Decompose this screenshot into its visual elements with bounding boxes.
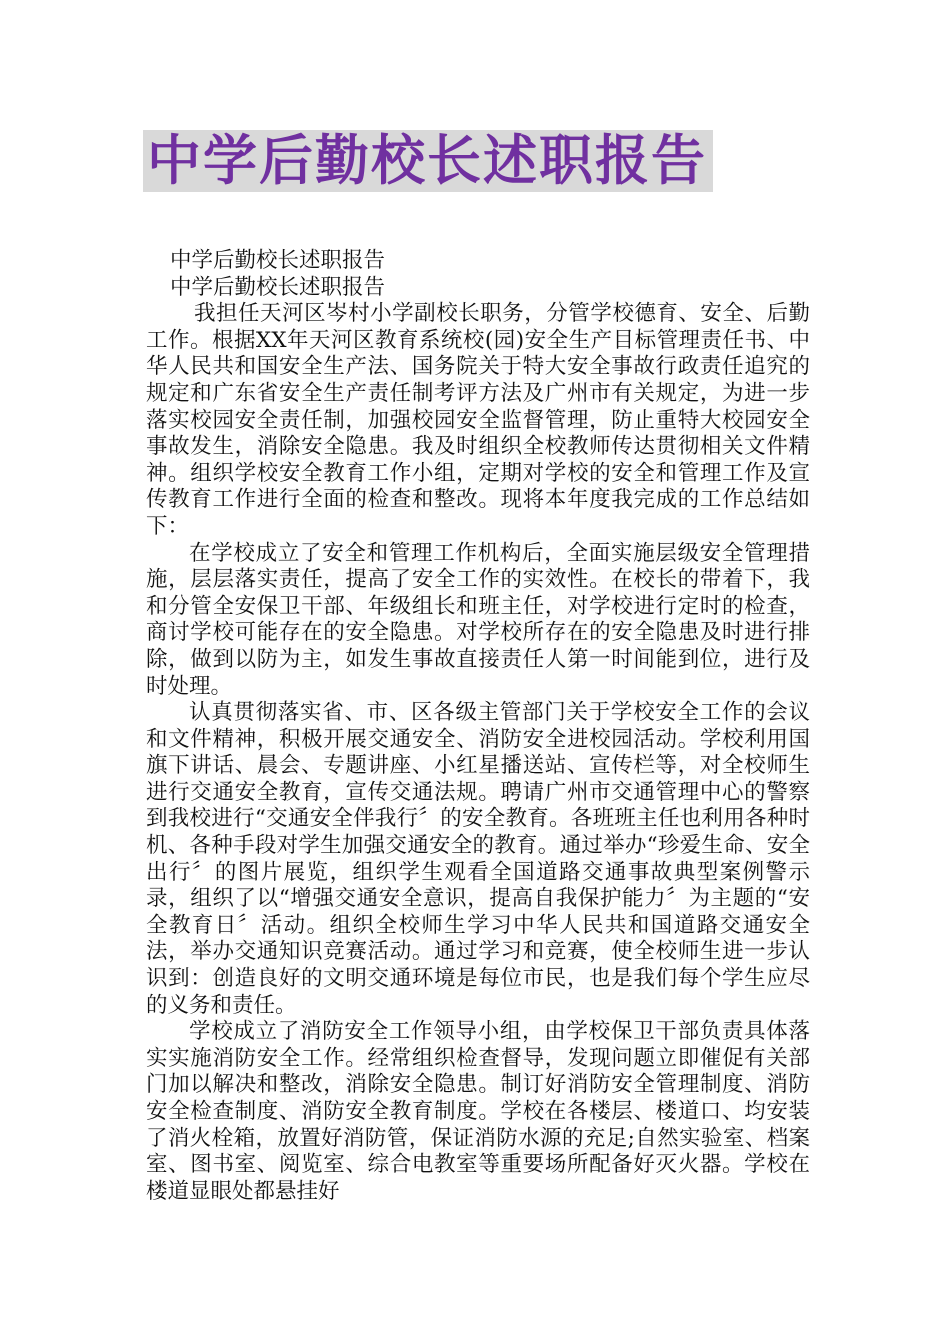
document-body bbox=[146, 248, 810, 1205]
paragraph-4: 学校成立了消防安全工作领导小组，由学校保卫干部负责具体落实实施消防安全工作。经常组织检查督导，发现问题立即催促有关部门加以解决和整改，消除安全隐患。制订好消防安全管理制度、消防安全检查制度、消防安全教育制度。学校在各楼层、楼道口、均安装了消火栓箱，放置好消防管，保证消防水源的充足;自然实验室、档案室、图书室、阅览室、综合电教室等重要场所配备好灭火器。学校在楼道显眼处都悬挂好 bbox=[146, 1019, 810, 1204]
subtitle-line-2: 中学后勤校长述职报告 bbox=[170, 274, 386, 300]
paragraph-1: 我担任天河区岑村小学副校长职务，分管学校德育、安全、后勤工作。根据XX年天河区教育系统校(园)安全生产目标管理责任书、中华人民共和国安全生产法、国务院关于特大安全事故行政责任追究的规定和广东省安全生产责任制考评方法及广州市有关规定，为进一步落实校园安全责任制，加强校园安全监督管理，防止重特大校园安全事故发生，消除安全隐患。我及时组织全校教师传达贯彻相关文件精神。组织学校安全教育工作小组，定期对学校的安全和管理工作及宣传教育工作进行全面的检查和整改。现将本年度我完成的工作总结如下： bbox=[146, 301, 810, 539]
document-title: 中学后勤校长述职报告 bbox=[147, 129, 707, 192]
subtitle-line-1: 中学后勤校长述职报告 bbox=[170, 248, 386, 273]
title-highlight bbox=[143, 130, 713, 192]
paragraph-3: 认真贯彻落实省、市、区各级主管部门关于学校安全工作的会议和文件精神，积极开展交通安全、消防安全进校园活动。学校利用国旗下讲话、晨会、专题讲座、小红星播送站、宣传栏等，对全校师生进行交通安全教育，宣传交通法规。聘请广州市交通管理中心的警察到我校进行“交通安全伴我行〞的安全教育。各班班主任也利用各种时机、各种手段对学生加强交通安全的教育。通过举办“珍爱生命、安全出行〞的图片展览，组织学生观看全国道路交通事故典型案例警示录，组织了以“增强交通安全意识，提高自我保护能力〞为主题的“安全教育日〞活动。组织全校师生学习中华人民共和国道路交通安全法，举办交通知识竞赛活动。通过学习和竞赛，使全校师生进一步认识到：创造良好的文明交通环境是每位市民，也是我们每个学生应尽的义务和责任。 bbox=[146, 700, 810, 1018]
paragraph-2: 在学校成立了安全和管理工作机构后，全面实施层级安全管理措施，层层落实责任，提高了安全工作的实效性。在校长的带着下，我和分管全安保卫干部、年级组长和班主任，对学校进行定时的检查，商讨学校可能存在的安全隐患。对学校所存在的安全隐患及时进行排除，做到以防为主，如发生事故直接责任人第一时间能到位，进行及时处理。 bbox=[146, 540, 810, 699]
